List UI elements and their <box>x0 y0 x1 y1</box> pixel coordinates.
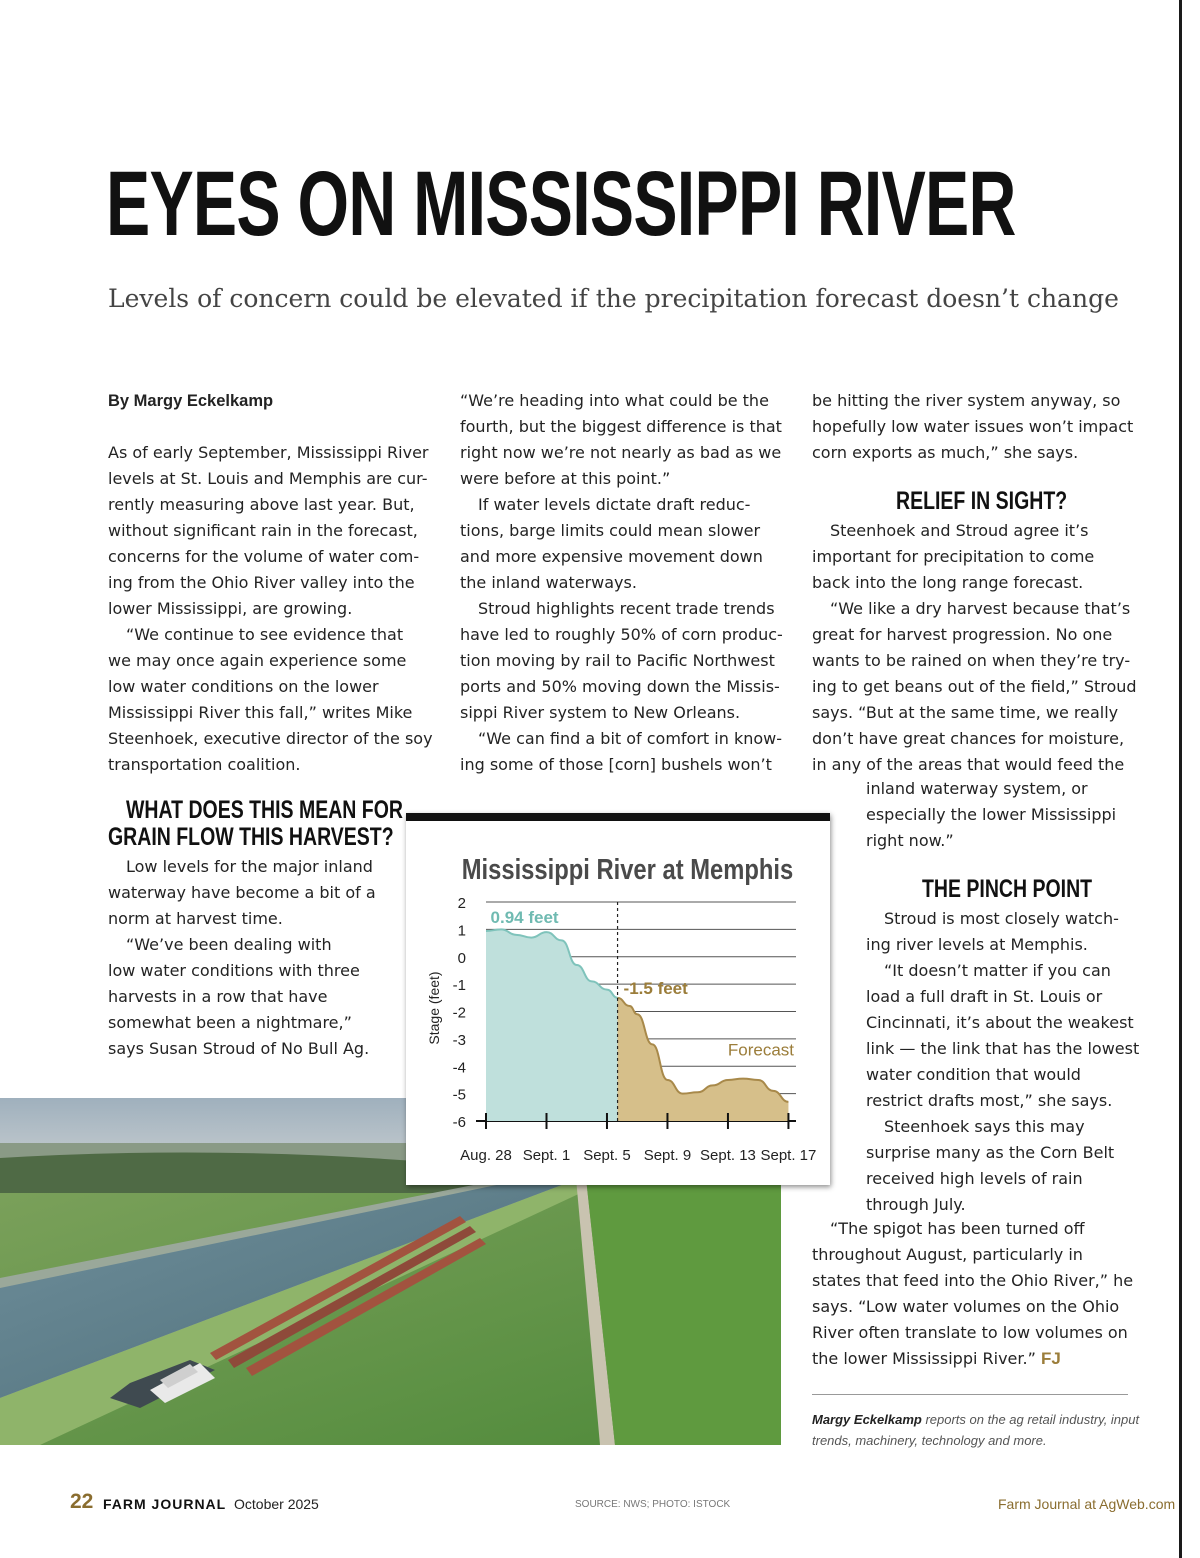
x-tick-label: Sept. 5 <box>583 1147 631 1164</box>
x-tick-label: Sept. 17 <box>760 1147 817 1164</box>
body-line: low water conditions on the lower <box>108 677 379 696</box>
column-2 <box>460 388 785 778</box>
end-mark: FJ <box>1040 1349 1061 1368</box>
body-line: Stroud highlights recent trade trends <box>478 599 775 618</box>
x-tick-label: Aug. 28 <box>460 1147 512 1164</box>
body-line: says. “But at the same time, we really <box>812 703 1119 722</box>
observed-peak-label: 0.94 feet <box>490 908 559 928</box>
body-line: hopefully low water issues won’t impact <box>812 417 1134 436</box>
body-line: If water levels dictate draft reduc- <box>478 495 751 514</box>
y-tick-label: 0 <box>457 949 466 967</box>
y-tick-label: -5 <box>452 1086 466 1104</box>
article-title: EYES ON MISSISSIPPI RIVER <box>106 153 1016 255</box>
y-tick-label: -6 <box>452 1114 466 1131</box>
x-tick-label: Sept. 9 <box>643 1147 692 1164</box>
body-line: and more expensive movement down <box>460 547 763 566</box>
subhead-grain-flow-line2: GRAIN FLOW THIS HARVEST? <box>108 823 394 851</box>
bio-divider <box>812 1394 1128 1395</box>
chart-y-ticks <box>453 895 466 1131</box>
y-tick-label: -4 <box>452 1059 466 1077</box>
y-tick-label: 1 <box>457 922 466 940</box>
y-tick-label: -1 <box>452 977 466 995</box>
x-tick-label: Sept. 13 <box>700 1147 756 1164</box>
body-line: somewhat been a nightmare,” <box>108 1013 352 1032</box>
body-line: ing river levels at Memphis. <box>866 935 1088 954</box>
body-line: “We’re heading into what could be the <box>460 391 769 410</box>
body-line: “It doesn’t matter if you can <box>884 961 1111 980</box>
body-line: levels at St. Louis and Memphis are cur- <box>108 469 428 488</box>
body-line: concerns for the volume of water com- <box>108 547 420 566</box>
body-line: states that feed into the Ohio River,” he <box>812 1271 1134 1290</box>
forecast-label: Forecast <box>727 1040 794 1060</box>
source-credit: SOURCE: NWS; PHOTO: ISTOCK <box>575 1499 731 1510</box>
body-line: “We like a dry harvest because that’s <box>830 599 1131 618</box>
subhead-grain-flow-line1: WHAT DOES THIS MEAN FOR <box>126 796 403 824</box>
body-line: corn exports as much,” she says. <box>812 443 1079 462</box>
river-stage-chart <box>406 821 830 1177</box>
body-line: tions, barge limits could mean slower <box>460 521 761 540</box>
body-line: Cincinnati, it’s about the weakest <box>866 1013 1134 1032</box>
body-line: without significant rain in the forecast, <box>108 521 418 540</box>
body-line: As of early September, Mississippi River <box>108 443 429 462</box>
body-line: norm at harvest time. <box>108 909 283 928</box>
body-line: right now we’re not nearly as bad as we <box>460 443 782 462</box>
body-line: “We can find a bit of comfort in know- <box>478 729 783 748</box>
body-line: the inland waterways. <box>460 573 637 592</box>
body-line <box>812 1346 1137 1372</box>
observed-area <box>486 929 618 1121</box>
body-line: transportation coalition. <box>108 755 301 774</box>
byline: By Margy Eckelkamp <box>108 392 274 410</box>
body-line: we may once again experience some <box>108 651 407 670</box>
column-1 <box>108 388 433 778</box>
body-line: load a full draft in St. Louis or <box>866 987 1103 1006</box>
green-field <box>586 1178 781 1445</box>
bio-line-2: trends, machinery, technology and more. <box>812 1433 1047 1448</box>
body-line: says. “Low water volumes on the Ohio <box>812 1297 1120 1316</box>
body-line: ing from the Ohio River valley into the <box>108 573 415 592</box>
body-line: be hitting the river system anyway, so <box>812 391 1121 410</box>
subhead-relief: RELIEF IN SIGHT? <box>896 487 1068 515</box>
body-line: inland waterway system, or <box>866 779 1088 798</box>
y-tick-label: 2 <box>457 895 466 912</box>
body-line-text: the lower Mississippi River.” <box>812 1349 1036 1368</box>
body-line: fourth, but the biggest difference is that <box>460 417 782 436</box>
column-3-indented <box>866 776 1131 854</box>
x-tick-label: Sept. 1 <box>522 1147 571 1164</box>
body-line: waterway have become a bit of a <box>108 883 376 902</box>
bio-line-1 <box>812 1409 1142 1430</box>
issue-date: October 2025 <box>234 1496 319 1512</box>
body-line: tion moving by rail to Pacific Northwest <box>460 651 775 670</box>
body-line: important for precipitation to come <box>812 547 1095 566</box>
column-3-closing <box>812 1216 1137 1372</box>
column-3-pinch <box>866 906 1140 1218</box>
body-line: says Susan Stroud of No Bull Ag. <box>108 1039 370 1058</box>
chart-title: Mississippi River at Memphis <box>461 852 794 886</box>
body-line: sippi River system to New Orleans. <box>460 703 741 722</box>
page-edge-rule <box>1179 0 1182 1558</box>
chart-y-axis-label: Stage (feet) <box>426 971 442 1045</box>
body-line: lower Mississippi, are growing. <box>108 599 353 618</box>
body-line: low water conditions with three <box>108 961 360 980</box>
body-line: Steenhoek, executive director of the soy <box>108 729 433 748</box>
body-line: “We continue to see evidence that <box>126 625 404 644</box>
current-level-label: -1.5 feet <box>623 978 688 998</box>
chart-card <box>406 813 830 1185</box>
bio-text: reports on the ag retail industry, input <box>921 1412 1140 1427</box>
body-line: ing some of those [corn] bushels won’t <box>460 755 772 774</box>
column-3 <box>812 388 1137 778</box>
publication-name: FARM JOURNAL <box>103 1496 227 1512</box>
y-tick-label: -3 <box>452 1031 466 1049</box>
body-line: surprise many as the Corn Belt <box>866 1143 1115 1162</box>
subhead-pinch-point: THE PINCH POINT <box>922 875 1093 903</box>
body-line: restrict drafts most,” she says. <box>866 1091 1113 1110</box>
author-bio <box>812 1409 1142 1451</box>
body-line: have led to roughly 50% of corn produc- <box>460 625 783 644</box>
body-line: “We’ve been dealing with <box>126 935 332 954</box>
body-line: back into the long range forecast. <box>812 573 1084 592</box>
column-1-continued <box>108 854 408 1062</box>
body-line: ports and 50% moving down the Missis- <box>460 677 780 696</box>
body-line: Mississippi River this fall,” writes Mike <box>108 703 413 722</box>
body-line: wants to be rained on when they’re try- <box>812 651 1131 670</box>
body-line: Steenhoek and Stroud agree it’s <box>830 521 1089 540</box>
y-tick-label: -2 <box>452 1004 466 1022</box>
website-link[interactable]: Farm Journal at AgWeb.com <box>998 1496 1176 1512</box>
body-line: through July. <box>866 1195 966 1214</box>
page-number: 22 <box>70 1490 94 1513</box>
forecast-area <box>618 998 789 1121</box>
body-line: in any of the areas that would feed the <box>812 755 1125 774</box>
body-line: rently measuring above last year. But, <box>108 495 415 514</box>
body-line: water condition that would <box>866 1065 1081 1084</box>
body-line: right now.” <box>866 831 954 850</box>
body-line: Low levels for the major inland <box>126 857 373 876</box>
body-line: great for harvest progression. No one <box>812 625 1113 644</box>
body-line: River often translate to low volumes on <box>812 1323 1128 1342</box>
body-line: ing to get beans out of the field,” Stroud <box>812 677 1137 696</box>
body-line: were before at this point.” <box>460 469 671 488</box>
body-line: link — the link that has the lowest <box>866 1039 1140 1058</box>
body-line: Steenhoek says this may <box>884 1117 1085 1136</box>
body-line: received high levels of rain <box>866 1169 1083 1188</box>
body-line: especially the lower Mississippi <box>866 805 1117 824</box>
bio-name: Margy Eckelkamp <box>812 1412 922 1427</box>
body-line: harvests in a row that have <box>108 987 328 1006</box>
body-line: “The spigot has been turned off <box>830 1219 1085 1238</box>
body-line: Stroud is most closely watch- <box>884 909 1119 928</box>
body-line: don’t have great chances for moisture, <box>812 729 1125 748</box>
body-line: throughout August, particularly in <box>812 1245 1083 1264</box>
article-deck: Levels of concern could be elevated if the precipitation forecast doesn’t change <box>108 284 1119 313</box>
